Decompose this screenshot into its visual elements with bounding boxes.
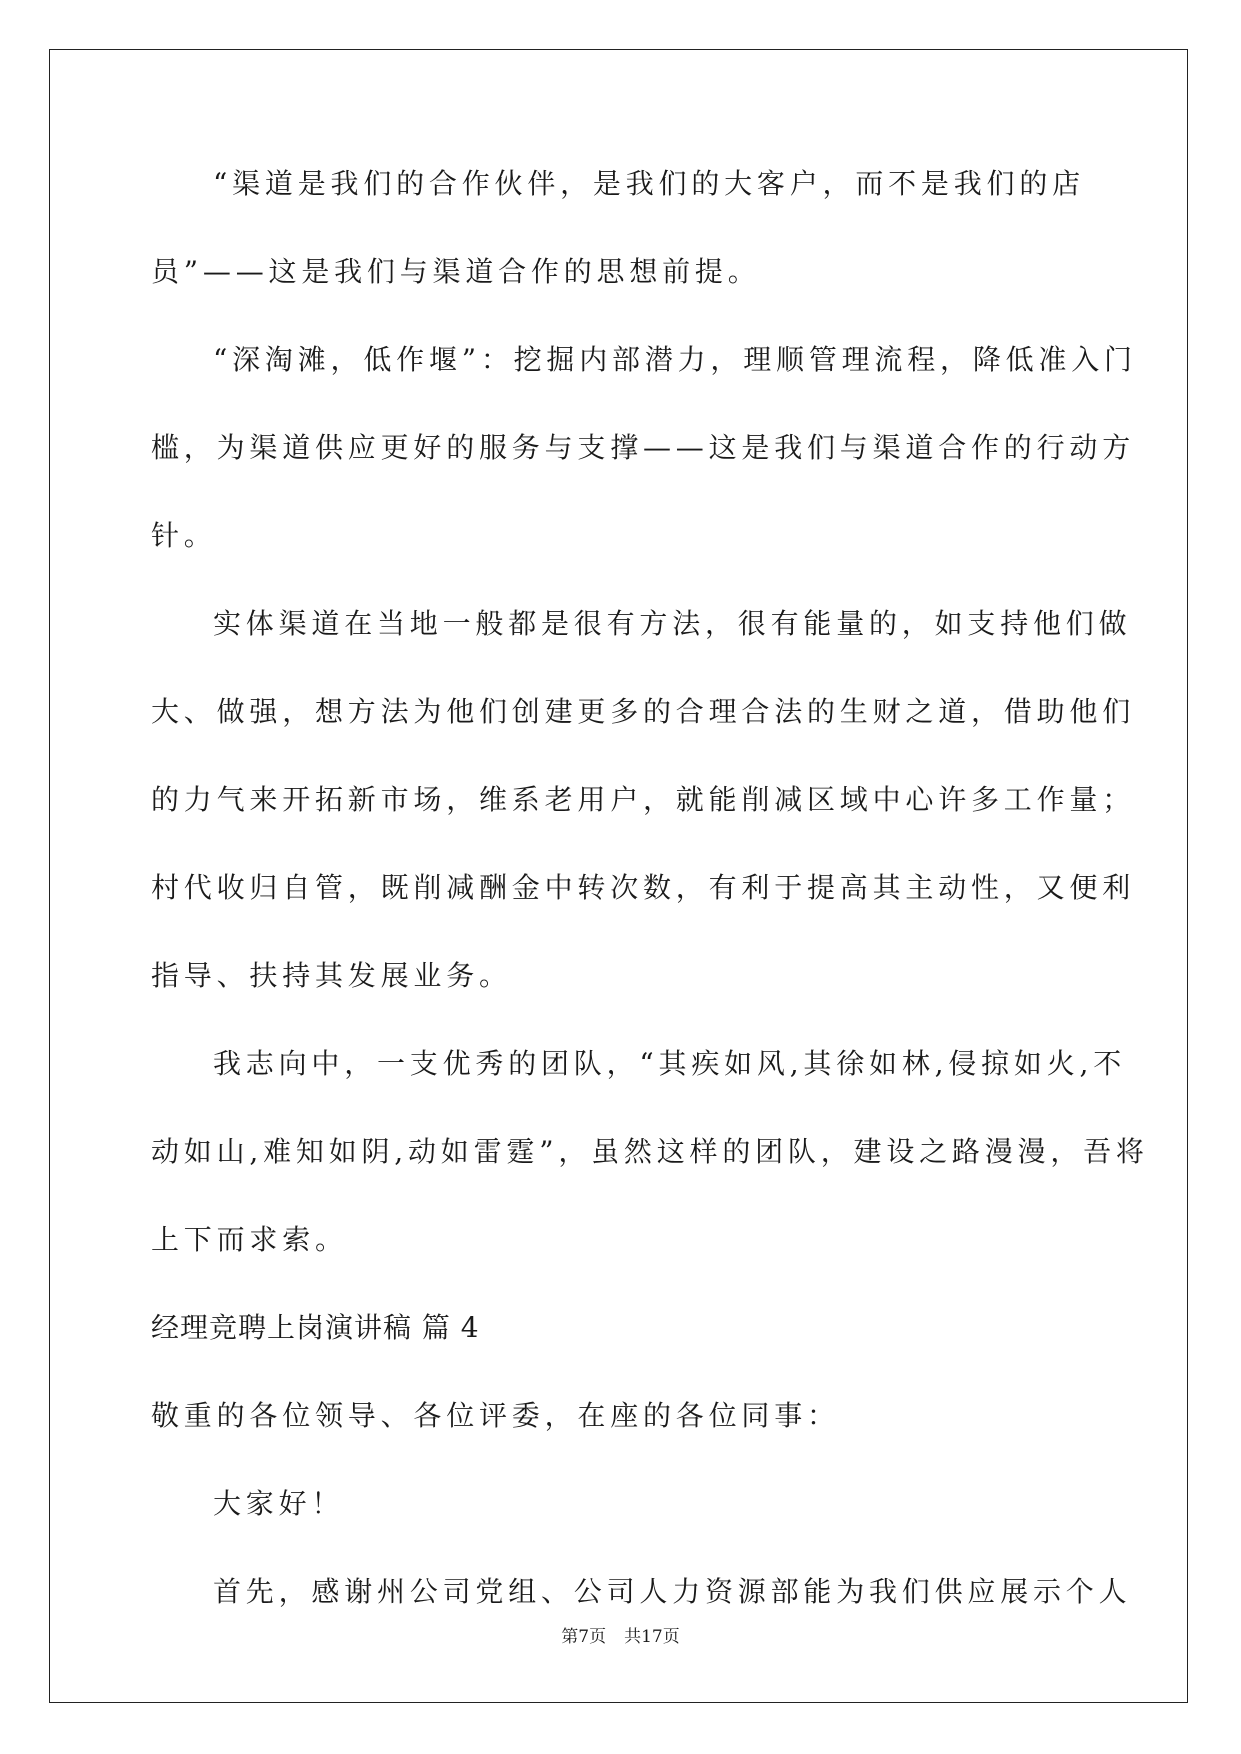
text-line: 针。 — [151, 519, 217, 552]
page-footer — [0, 1622, 1241, 1647]
document-body — [151, 160, 1149, 1656]
text-line: 上下而求索。 — [151, 1223, 348, 1256]
text-line: 大、做强，想方法为他们创建更多的合理合法的生财之道，借助他们 — [151, 695, 1136, 728]
text-line: “深淘滩，低作堰”：挖掘内部潜力，理顺管理流程，降低准入门 — [213, 343, 1137, 376]
page-number: 第7页 — [561, 1627, 607, 1647]
page-total: 共17页 — [624, 1627, 680, 1647]
text-line: 员”——这是我们与渠道合作的思想前提。 — [151, 255, 761, 288]
text-line: 村代收归自管，既削减酬金中转次数，有利于提高其主动性，又便利 — [151, 871, 1136, 904]
text-line: 首先，感谢州公司党组、公司人力资源部能为我们供应展示个人 — [213, 1575, 1132, 1608]
text-line: “渠道是我们的合作伙伴，是我们的大客户，而不是我们的店 — [213, 167, 1085, 200]
text-line: 的力气来开拓新市场，维系老用户，就能削减区域中心许多工作量； — [151, 783, 1136, 816]
text-line: 槛，为渠道供应更好的服务与支撑——这是我们与渠道合作的行动方 — [151, 431, 1136, 464]
greeting-line: 大家好！ — [213, 1487, 345, 1520]
section-heading: 经理竞聘上岗演讲稿 篇 4 — [151, 1311, 480, 1344]
text-line: 动如山,难知如阴,动如雷霆”，虽然这样的团队，建设之路漫漫，吾将 — [151, 1135, 1149, 1168]
text-line: 我志向中，一支优秀的团队，“其疾如风,其徐如林,侵掠如火,不 — [213, 1047, 1127, 1080]
text-line: 指导、扶持其发展业务。 — [151, 959, 512, 992]
text-line: 实体渠道在当地一般都是很有方法，很有能量的，如支持他们做 — [213, 607, 1132, 640]
salutation-line: 敬重的各位领导、各位评委，在座的各位同事： — [151, 1399, 840, 1432]
